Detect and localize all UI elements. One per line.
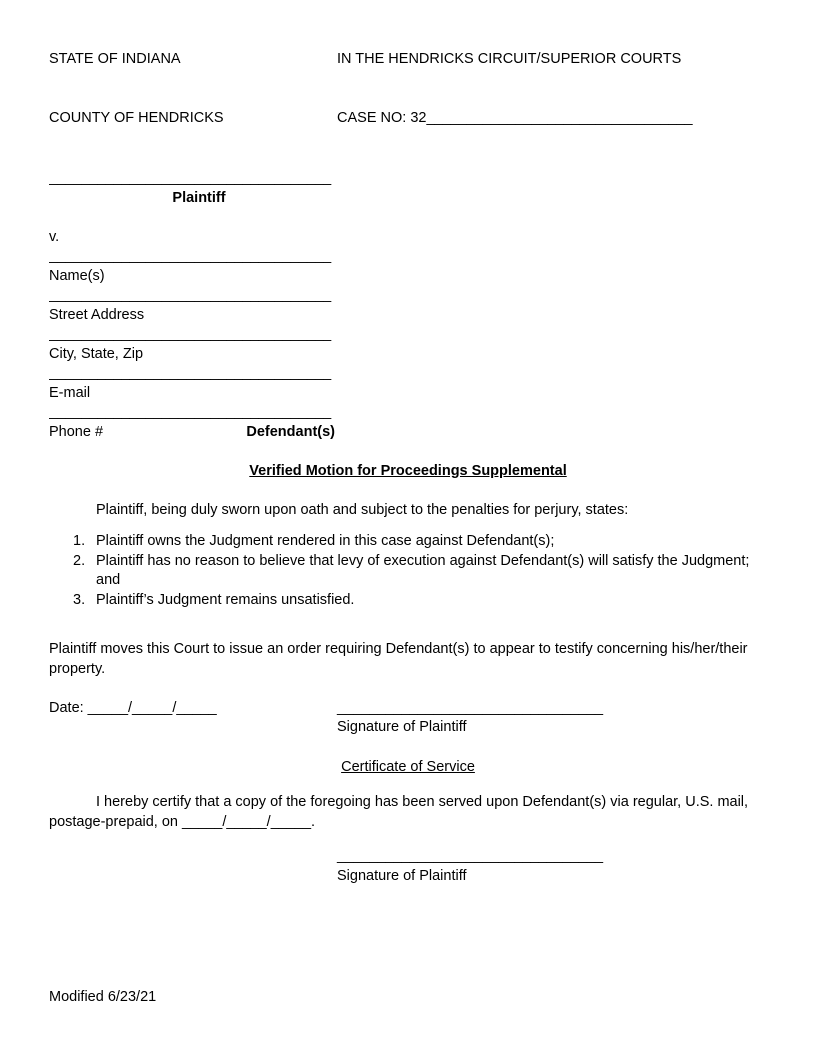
- date-signature-row: [49, 699, 767, 738]
- signature-block: [337, 699, 603, 738]
- phone-defendant-row: [49, 423, 349, 443]
- case-number-label: CASE NO: 32: [337, 109, 427, 126]
- moves-paragraph: Plaintiff moves this Court to issue an order requiring Defendant(s) to appear to testify concerning his/her/their property.: [49, 641, 748, 677]
- intro-paragraph: Plaintiff, being duly sworn upon oath and subject to the penalties for perjury, states:: [96, 501, 629, 518]
- list-item-text: Plaintiff owns the Judgment rendered in this case against Defendant(s);: [96, 533, 555, 549]
- state-label: STATE OF INDIANA: [49, 51, 181, 67]
- city-state-zip-label: City, State, Zip: [49, 345, 144, 362]
- email-label: E-mail: [49, 384, 91, 401]
- plaintiff-label: Plaintiff: [172, 189, 226, 206]
- header-row-2: [49, 109, 767, 129]
- certificate-paragraph: I hereby certify that a copy of the foregoing has been served upon Defendant(s) via regular, U.S. mail, postage-prepaid, on _____/_____/_____.: [49, 794, 749, 830]
- street-address-blank: ___________________________________: [49, 287, 332, 303]
- document-title: Verified Motion for Proceedings Supplemental: [249, 462, 567, 479]
- names-label: Name(s): [49, 267, 105, 284]
- versus-label: v.: [49, 228, 60, 245]
- party-caption: [49, 169, 349, 442]
- header-row-1: [49, 50, 767, 70]
- case-number-blank: _________________________________: [426, 109, 693, 126]
- phone-label: Phone #: [49, 423, 104, 440]
- phone-blank: ___________________________________: [49, 404, 332, 420]
- county-label: COUNTY OF HENDRICKS: [49, 109, 224, 126]
- list-item: [49, 532, 767, 552]
- case-header: [49, 50, 767, 128]
- defendant-label: Defendant(s): [246, 423, 335, 440]
- modified-date: Modified 6/23/21: [49, 988, 157, 1005]
- street-address-label: Street Address: [49, 306, 145, 323]
- numbered-list: [49, 532, 767, 610]
- list-item-number: 3.: [73, 591, 86, 608]
- signature-blank: _________________________________: [337, 848, 604, 864]
- case-number: [337, 109, 693, 129]
- list-item: [49, 552, 767, 591]
- email-blank: ___________________________________: [49, 365, 332, 381]
- signature-label: Signature of Plaintiff: [337, 867, 467, 884]
- date-field: Date: _____/_____/_____: [49, 699, 217, 716]
- signature-blank: _________________________________: [337, 699, 604, 716]
- city-state-zip-blank: ___________________________________: [49, 326, 332, 342]
- court-label: IN THE HENDRICKS CIRCUIT/SUPERIOR COURTS: [337, 51, 682, 67]
- list-item-number: 1.: [73, 533, 86, 549]
- defendant-names-blank: ___________________________________: [49, 248, 332, 264]
- list-item-text: Plaintiff’s Judgment remains unsatisfied.: [96, 591, 355, 608]
- certificate-title: Certificate of Service: [341, 758, 475, 775]
- list-item-text: Plaintiff has no reason to believe that levy of execution against Defendant(s) will satisfy the Judgment; and: [96, 552, 750, 588]
- list-item: [49, 591, 767, 611]
- signature-label: Signature of Plaintiff: [337, 719, 467, 735]
- plaintiff-name-blank: ___________________________________: [49, 170, 332, 186]
- signature-block-2: [337, 847, 767, 886]
- list-item-number: 2.: [73, 552, 86, 569]
